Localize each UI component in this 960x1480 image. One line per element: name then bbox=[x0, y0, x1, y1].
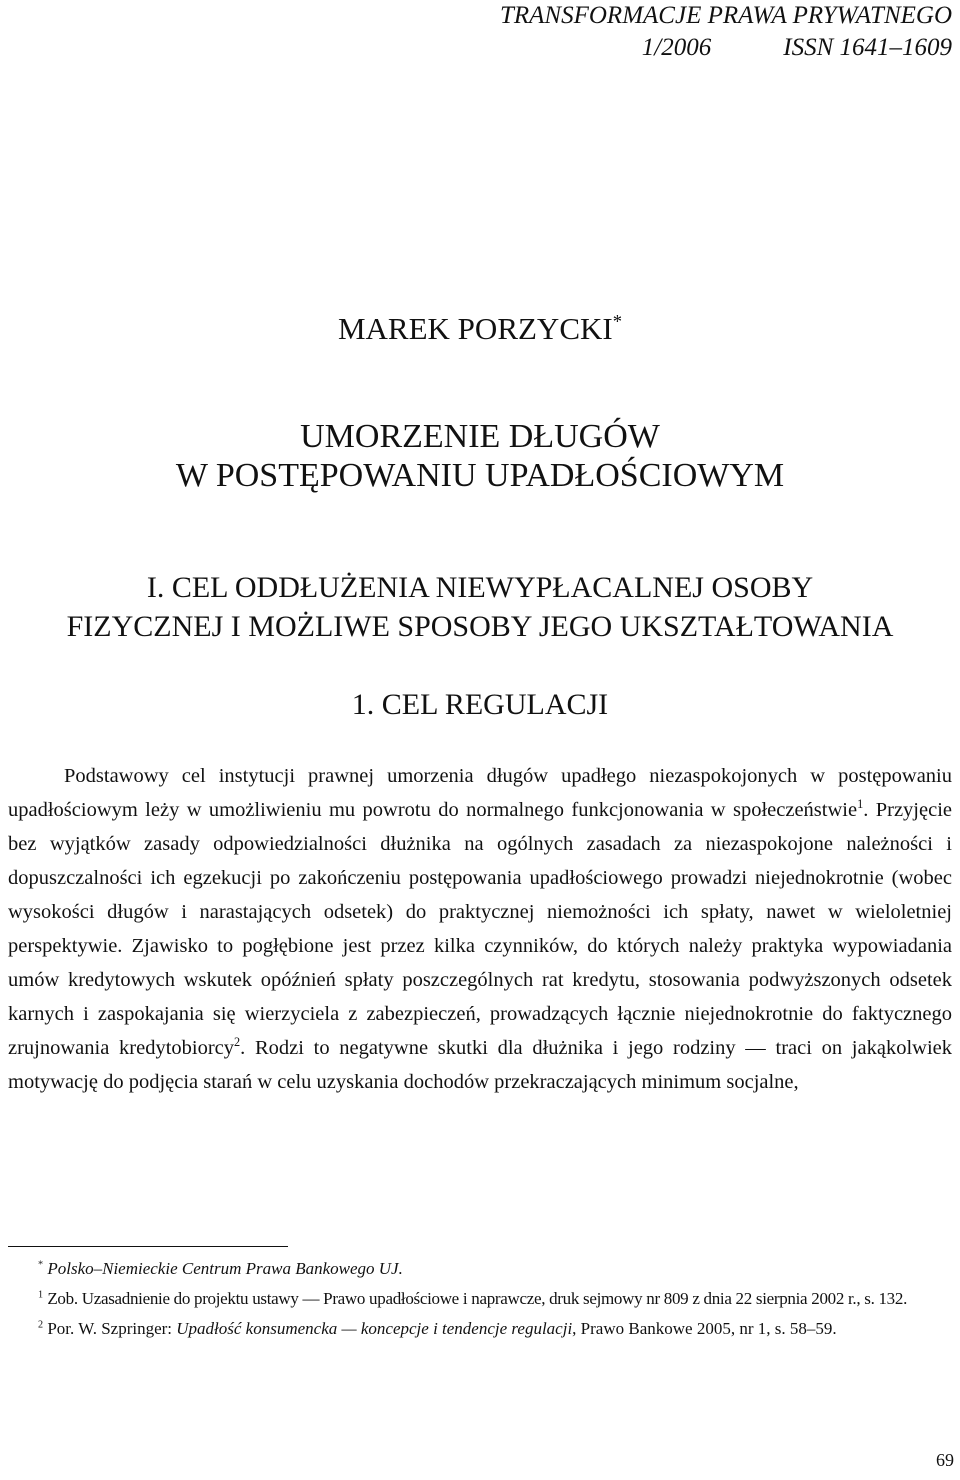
issn: ISSN 1641–1609 bbox=[783, 34, 952, 61]
body-text-3: . Rodzi to negatywne skutki dla dłużnika i jego rodziny — traci on jakąkolwiek motywację do podjęcia starań w celu uzyskania dochodów przekraczających minimum socjalne, bbox=[8, 1037, 952, 1093]
body-paragraph bbox=[8, 759, 952, 1099]
footnote-2 bbox=[8, 1317, 952, 1341]
footnote-mark-star: * bbox=[38, 1259, 44, 1271]
footnote-1-text: Zob. Uzasadnienie do projektu ustawy — Prawo upadłościowe i naprawcze, druk sejmowy nr 809 z dnia 22 sierpnia 2002 r., s. 132. bbox=[47, 1289, 908, 1308]
title-line-2: W POSTĘPOWANIU UPADŁOŚCIOWYM bbox=[175, 457, 785, 494]
title-line-1: UMORZENIE DŁUGÓW bbox=[300, 418, 660, 455]
footnotes bbox=[8, 1257, 952, 1347]
footnote-1 bbox=[8, 1287, 952, 1311]
footnote-author-text: Polsko–Niemieckie Centrum Prawa Bankowego UJ. bbox=[47, 1259, 403, 1278]
author-name: MAREK PORZYCKI bbox=[337, 311, 613, 346]
issue-number: 1/2006 bbox=[641, 34, 712, 61]
footnote-2-title: Upadłość konsumencka — koncepcje i tendencje regulacji bbox=[176, 1319, 573, 1338]
author-footnote-mark: * bbox=[612, 311, 622, 333]
body-text-2: . Przyjęcie bez wyjątków zasady odpowiedzialności dłużnika na ogólnych zasadach za niezaspokojone należności i dopuszczalności ich egzekucji po zakończeniu postępowania upadłościowego prowadzi niejednokrotnie (wobec wysokości długów i narastających odsetek) do praktycznej niemożności ich spłaty, nawet w wieloletniej perspektywie. Zjawisko to pogłębione jest przez kilka czynników, do których należy praktyka wypowiadania umów kredytowych wskutek opóźnień spłaty poszczególnych rat kredytu, stosowania podwyższonych odsetek karnych i zaspokajania się wierzyciela z zabezpieczeń, prowadzących łącznie niejednokrotnie do faktycznego zrujnowania kredytobiorcy bbox=[8, 799, 952, 1059]
footnote-mark-1: 1 bbox=[38, 1289, 44, 1301]
section-heading: 1. CEL REGULACJI bbox=[351, 688, 609, 721]
footnote-ref-1: 1 bbox=[857, 797, 864, 812]
footnote-2-pre: Por. W. Szpringer: bbox=[47, 1319, 177, 1338]
footnote-author bbox=[8, 1257, 952, 1281]
footnote-mark-2: 2 bbox=[38, 1319, 44, 1331]
issue-line bbox=[642, 32, 952, 64]
footnote-ref-2: 2 bbox=[234, 1035, 241, 1050]
footnote-2-post: , Prawo Bankowe 2005, nr 1, s. 58–59. bbox=[572, 1319, 837, 1338]
journal-title: TRANSFORMACJE PRAWA PRYWATNEGO bbox=[499, 2, 952, 29]
chapter-heading bbox=[0, 568, 960, 646]
chapter-line-1: I. CEL ODDŁUŻENIA NIEWYPŁACALNEJ OSOBY bbox=[146, 571, 814, 604]
article-title bbox=[0, 417, 960, 495]
body-text-1: Podstawowy cel instytucji prawnej umorzenia długów upadłego niezaspokojonych w postępowaniu upadłościowym leży w umożliwieniu mu powrotu do normalnego funkcjonowania w społeczeństwie bbox=[8, 765, 952, 821]
author bbox=[0, 311, 960, 347]
chapter-line-2: FIZYCZNEJ I MOŻLIWE SPOSOBY JEGO UKSZTAŁTOWANIA bbox=[66, 610, 894, 643]
footnote-divider bbox=[8, 1246, 288, 1247]
page-number: 69 bbox=[936, 1450, 954, 1470]
